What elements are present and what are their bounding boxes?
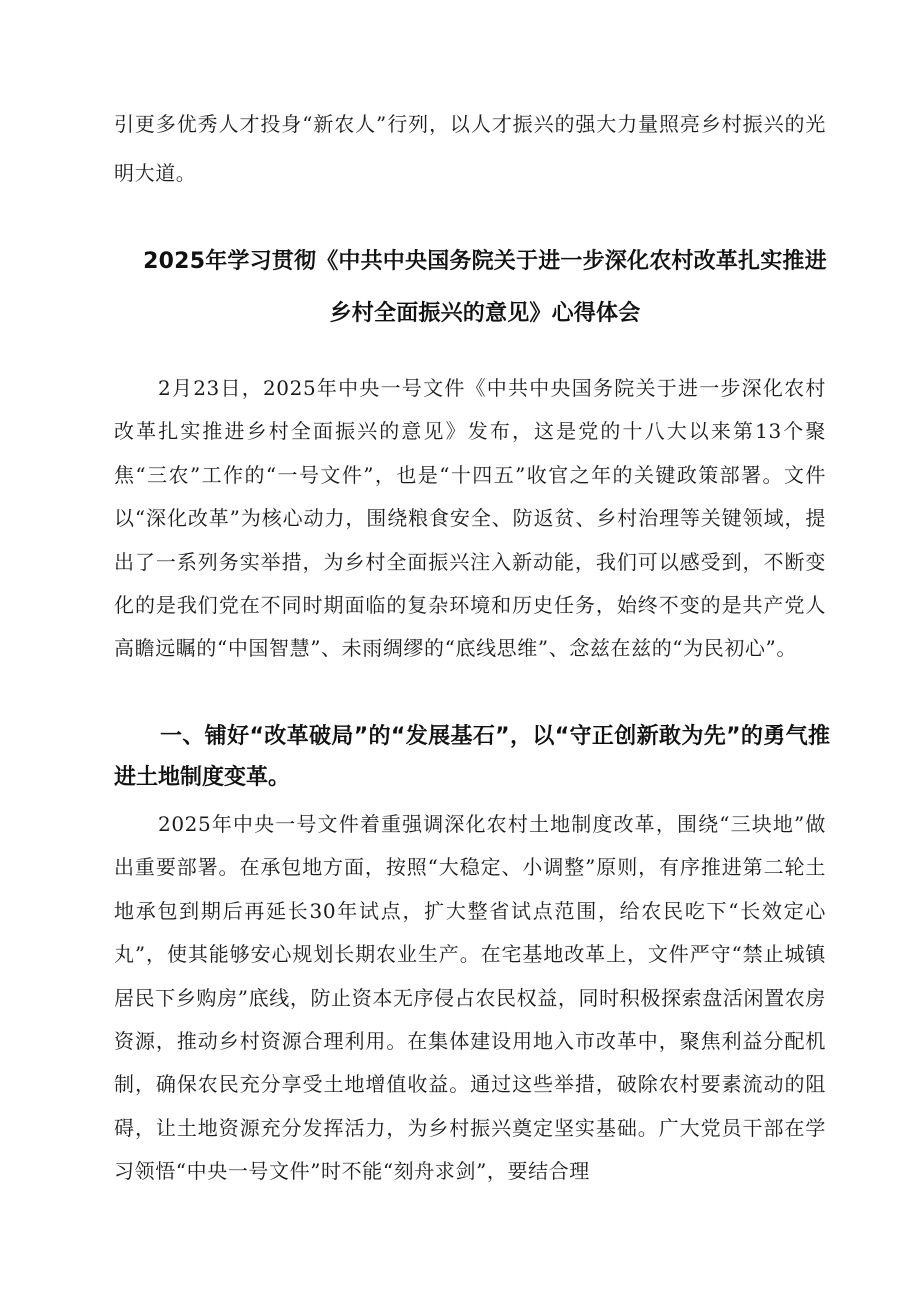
- body-paragraph-2: 2025年中央一号文件着重强调深化农村土地制度改革，围绕“三块地”做出重要部署。在承包地方面，按照“大稳定、小调整”原则，有序推进第二轮土地承包到期后再延长30年试点，扩大整省试点范围，给农民吃下“长效定心丸”，使其能够安心规划长期农业生产。在宅基地改革上，文件严守“禁止城镇居民下乡购房”底线，防止资本无序侵占农民权益，同时积极探索盘活闲置农房资源，推动乡村资源合理利用。在集体建设用地入市改革中，聚焦利益分配机制，确保农民充分享受土地增值收益。通过这些举措，破除农村要素流动的阻碍，让土地资源充分发挥活力，为乡村振兴奠定坚实基础。广大党员干部在学习领悟“中央一号文件”时不能“刻舟求剑”，要结合理: [114, 812, 826, 1184]
- body-paragraph-1: 2月23日，2025年中央一号文件《中共中央国务院关于进一步深化农村改革扎实推进乡村全面振兴的意见》发布，这是党的十八大以来第13个聚焦“三农”工作的“一号文件”，也是“十四五”收官之年的关键政策部署。文件以“深化改革”为核心动力，围绕粮食安全、防返贫、乡村治理等关键领域，提出了一系列务实举措，为乡村全面振兴注入新动能，我们可以感受到，不断变化的是我们党在不同时期面临的复杂环境和历史任务，始终不变的是共产党人高瞻远瞩的“中国智慧”、未雨绸缪的“底线思维”、念兹在兹的“为民初心”。: [114, 376, 826, 661]
- section-heading-1: 一、铺好“改革破局”的“发展基石”，以“守正创新敢为先”的勇气推进土地制度变革。: [114, 724, 830, 790]
- document-title: 2025年学习贯彻《中共中央国务院关于进一步深化农村改革扎实推进乡村全面振兴的意见》心得体会: [143, 249, 827, 326]
- intro-paragraph: 引更多优秀人才投身“新农人”行列，以人才振兴的强大力量照亮乡村振兴的光明大道。: [114, 112, 826, 185]
